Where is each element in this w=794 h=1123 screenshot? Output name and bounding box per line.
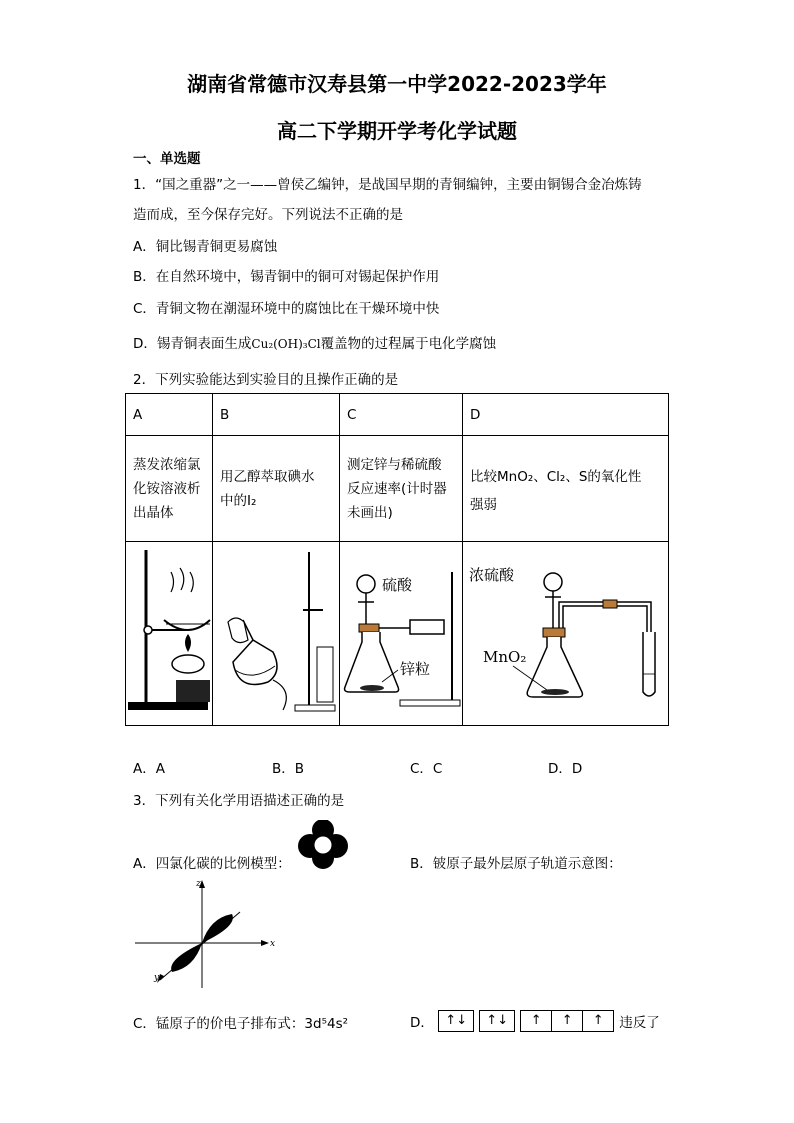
q1-option-b: B．在自然环境中，锡青铜中的铜可对锡起保护作用 — [133, 269, 440, 285]
q2-option-b: B．B — [272, 761, 305, 777]
desc-b: 用乙醇萃取碘水 中的I₂ — [213, 436, 340, 542]
axis-x-label: x — [270, 939, 276, 949]
q3-option-a: A．四氯化碳的比例模型： — [133, 856, 291, 872]
q3-option-b: B．铍原子最外层原子轨道示意图： — [410, 856, 622, 872]
header-c: C — [340, 394, 463, 436]
zinc-acid-apparatus-illustration — [340, 542, 462, 717]
q2-option-c: C．C — [410, 761, 443, 777]
axis-z-label: z — [196, 879, 201, 889]
separatory-funnel-illustration — [213, 542, 339, 717]
orbital-box-4: ↑ — [552, 1010, 583, 1032]
q1-option-a: A．铜比锡青铜更易腐蚀 — [133, 239, 278, 255]
q1-option-c: C．青铜文物在潮湿环境中的腐蚀比在干燥环境中快 — [133, 301, 440, 317]
q2-option-d: D．D — [548, 761, 583, 777]
q3-option-d-suffix: 违反了 — [619, 1015, 660, 1031]
q1-option-d-prefix: D．锡青铜表面生成 — [133, 336, 252, 352]
desc-c: 测定锌与稀硫酸 反应速率(计时器 未画出) — [340, 436, 463, 542]
evaporation-apparatus-illustration — [126, 542, 212, 717]
label-zinc-granules: 锌粒 — [400, 660, 431, 678]
q2-experiment-table — [125, 393, 669, 726]
title-line-1: 湖南省常德市汉寿县第一中学2022-2023学年 — [187, 72, 607, 96]
label-sulfuric-acid: 硫酸 — [382, 576, 413, 594]
header-d: D — [463, 394, 669, 436]
p-orbital-diagram — [130, 876, 280, 991]
q1-option-d — [133, 332, 496, 352]
table-apparatus-row — [126, 542, 669, 726]
title-line-2: 高二下学期开学考化学试题 — [277, 119, 517, 143]
section-heading: 一、单选题 — [133, 151, 201, 167]
header-a: A — [126, 394, 213, 436]
ccl4-space-filling-model — [296, 820, 350, 870]
q3-stem: 3．下列有关化学用语描述正确的是 — [133, 793, 345, 809]
apparatus-c — [340, 542, 463, 726]
q3-option-d — [410, 1010, 660, 1032]
desc-d: 比较MnO₂、Cl₂、S的氧化性 强弱 — [463, 436, 669, 542]
orbital-box-1: ↑↓ — [438, 1010, 474, 1032]
q3-option-c: C．锰原子的价电子排布式：3d⁵4s² — [133, 1016, 349, 1032]
q1-option-d-suffix: 覆盖物的过程属于电化学腐蚀 — [320, 336, 497, 352]
header-b: B — [213, 394, 340, 436]
label-conc-sulfuric-acid: 浓硫酸 — [469, 566, 515, 584]
q1-stem-line-1: 1．“国之重器”之一——曾侯乙编钟，是战国早期的青铜编钟，主要由铜锡合金冶炼铸 — [133, 177, 642, 193]
orbital-box-5: ↑ — [583, 1010, 614, 1032]
desc-a: 蒸发浓缩氯 化铵溶液析 出晶体 — [126, 436, 213, 542]
table-description-row — [126, 436, 669, 542]
apparatus-b — [213, 542, 340, 726]
q2-stem: 2．下列实验能达到实验目的且操作正确的是 — [133, 372, 399, 388]
apparatus-a — [126, 542, 213, 726]
axis-y-label: y — [154, 973, 160, 983]
q1-stem-line-2: 造而成，至今保存完好。下列说法不正确的是 — [133, 207, 403, 223]
q1-option-d-formula: Cu₂(OH)₃Cl — [251, 337, 321, 351]
q2-option-a: A．A — [133, 761, 165, 777]
table-header-row — [126, 394, 669, 436]
label-manganese-dioxide: MnO₂ — [483, 648, 527, 666]
apparatus-d — [463, 542, 669, 726]
q3-option-d-prefix: D． — [410, 1015, 434, 1031]
orbital-box-3: ↑ — [520, 1010, 552, 1032]
chlorine-generation-apparatus-illustration — [463, 542, 668, 717]
orbital-box-2: ↑↓ — [479, 1010, 515, 1032]
